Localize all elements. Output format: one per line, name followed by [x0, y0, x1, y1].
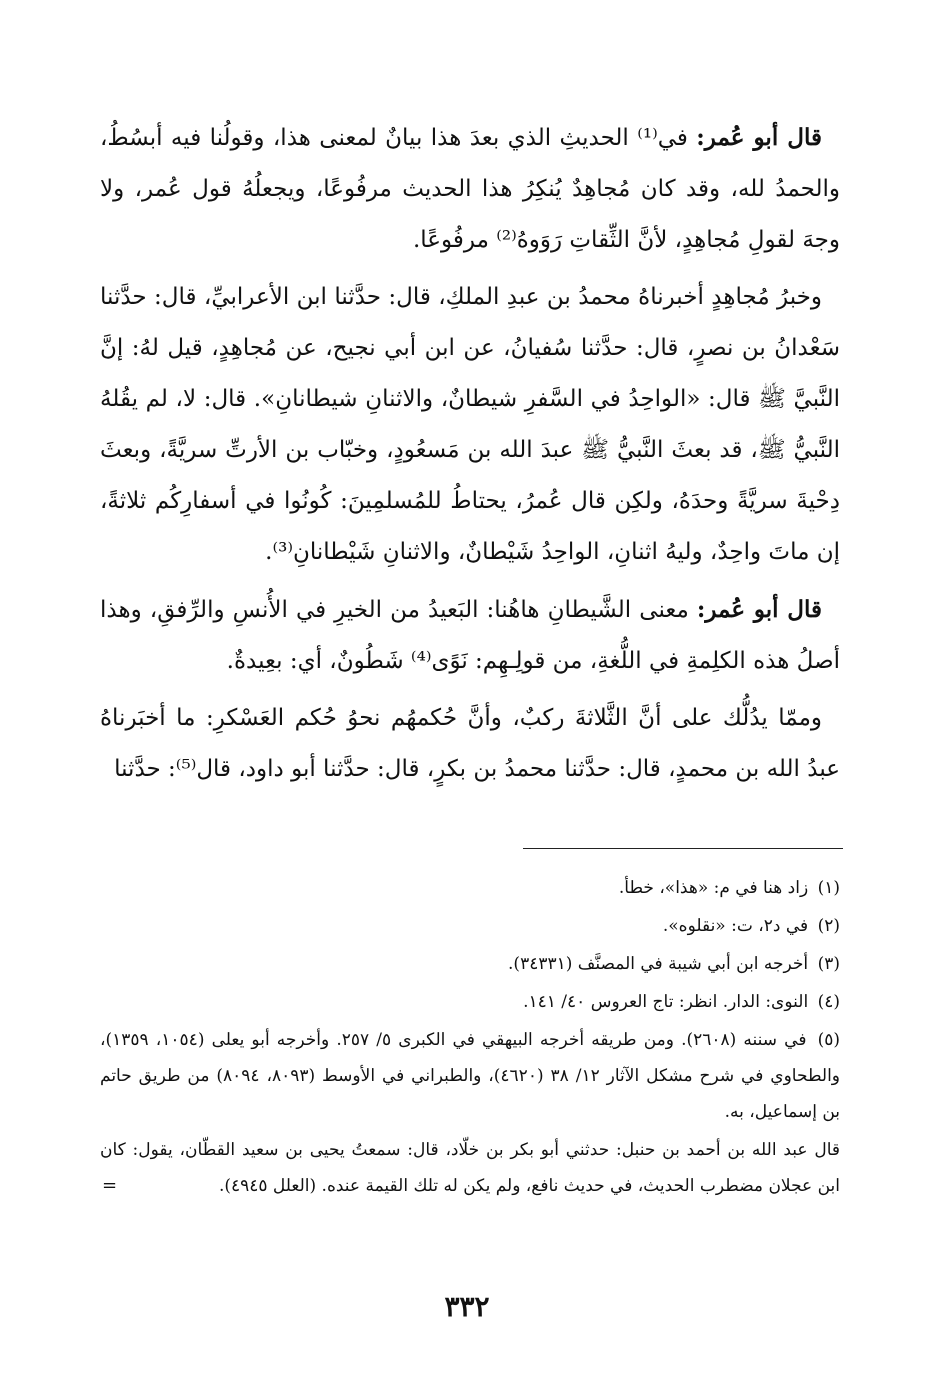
footnote-text: النوى: الدار. انظر: تاج العروس ٤٠/ ١٤١. — [523, 992, 809, 1012]
footnote-2 — [100, 908, 840, 944]
paragraph-lead: قال أبو عُمر: — [696, 596, 822, 623]
paragraph-text: وخبرُ مُجاهِدٍ أخبرناهُ محمدُ بن عبدِ الملكِ، قال: حدَّثنا ابن الأعرابيِّ، قال: حدَّثنا سَعْدانُ بن نصرٍ، قال: حدَّثنا سُفيانُ، عن ابن أبي نجيح، عن مُجاهِدٍ، قيل لهُ: إنَّ النَّبيَّ ﷺ قال: «الواحِدُ في السَّفرِ شيطانٌ، والاثنانِ شيطانانِ». قال: لا، لم يقُلهُ النَّبيُّ ﷺ، قد بعثَ النَّبيُّ ﷺ عبدَ الله بن مَسعُودٍ، وخبّاب بن الأرتِّ سريَّةً، وبعثَ دِحْيةَ سريَّةً وحدَهُ، ولكِن قال عُمرُ، يحتاطُ للمُسلمِينَ: كُونُوا في أسفارِكُم ثلاثةً، إن ماتَ واحِدٌ، وليهُ اثنانِ، الواحِدُ شَيْطانٌ، والاثنانِ شَيْطانانِ⁽³⁾. — [100, 284, 840, 565]
paragraph-3 — [100, 584, 840, 687]
footnote-5 — [100, 1022, 840, 1130]
footnote-text: زاد هنا في م: «هذا»، خطأ. — [618, 878, 809, 898]
footnote-number: (٢) — [817, 916, 840, 936]
main-text — [100, 112, 840, 801]
paragraph-lead: قال أبو عُمر: — [696, 124, 823, 151]
paragraph-text: وممّا يدُلُّك على أنَّ الثَّلاثةَ ركبٌ، وأنَّ حُكمهُم نحوُ حُكم العَسْكرِ: ما أخبَرناهُ عبدُ الله بن محمدٍ، قال: حدَّثنا محمدُ بن بكرٍ، قال: حدَّثنا أبو داود، قال⁽⁵⁾: حدَّثنا — [100, 705, 840, 782]
footnote-number: (٥) — [817, 1030, 841, 1050]
continuation-mark: = — [102, 1175, 118, 1196]
footnote-3 — [100, 946, 840, 982]
footnote-text: أخرجه ابن أبي شيبة في المصنَّف (٣٤٣٣١). — [508, 954, 809, 974]
paragraph-2 — [100, 272, 840, 578]
footnote-continuation-text: قال عبد الله بن أحمد بن حنبل: حدثني أبو بكر بن خلّاد، قال: سمعتُ يحيى بن سعيد القطّان، يقول: كان ابن عجلان مضطرب الحديث، في حديث نافع، ولم يكن له تلك القيمة عنده. (العلل ٤٩٤٥). — [100, 1140, 840, 1196]
footnotes — [100, 870, 840, 1204]
paragraph-text: في⁽¹⁾ الحديثِ الذي بعدَ هذا بيانٌ لمعنى هذا، وقولُنا فيه أبسُطُ، والحمدُ لله، وقد كان مُجاهِدٌ يُنكِرُ هذا الحديث مرفُوعًا، ويجعلُهُ قول عُمر، ولا وجهَ لقولِ مُجاهِدٍ، لأنَّ الثِّقاتِ رَوَوهُ⁽²⁾ مرفُوعًا. — [100, 125, 840, 253]
footnote-number: (٤) — [817, 992, 840, 1012]
footnote-1 — [100, 870, 840, 906]
footnote-text: في د٢، ت: «نقلوه». — [662, 916, 809, 936]
paragraph-1 — [100, 112, 840, 266]
paragraph-text: معنى الشَّيطانِ هاهُنا: البَعيدُ من الخيرِ في الأُنسِ والرِّفقِ، وهذا أصلُ هذه الكلِمةِ في اللُّغةِ، من قولِـهِم: نَوًى⁽⁴⁾ شَطُونٌ، أي: بعِيدةٌ. — [100, 597, 840, 674]
footnote-text: في سننه (٢٦٠٨). ومن طريقه أخرجه البيهقي في الكبرى ٥/ ٢٥٧. وأخرجه أبو يعلى (١٠٥٤، ١٣٥٩)، والطحاوي في شرح مشكل الآثار ١٢/ ٣٨ (٤٦٢٠)، والطبراني في الأوسط (٨٠٩٣، ٨٠٩٤) من طريق حاتم بن إسماعيل، به. — [100, 1030, 840, 1122]
footnote-continuation — [100, 1132, 840, 1204]
footnote-number: (١) — [817, 878, 840, 898]
footnote-divider — [523, 848, 843, 849]
page-number: ٣٣٢ — [444, 1290, 490, 1323]
footnote-4 — [100, 984, 840, 1020]
paragraph-4 — [100, 693, 840, 795]
footnote-number: (٣) — [817, 954, 840, 974]
